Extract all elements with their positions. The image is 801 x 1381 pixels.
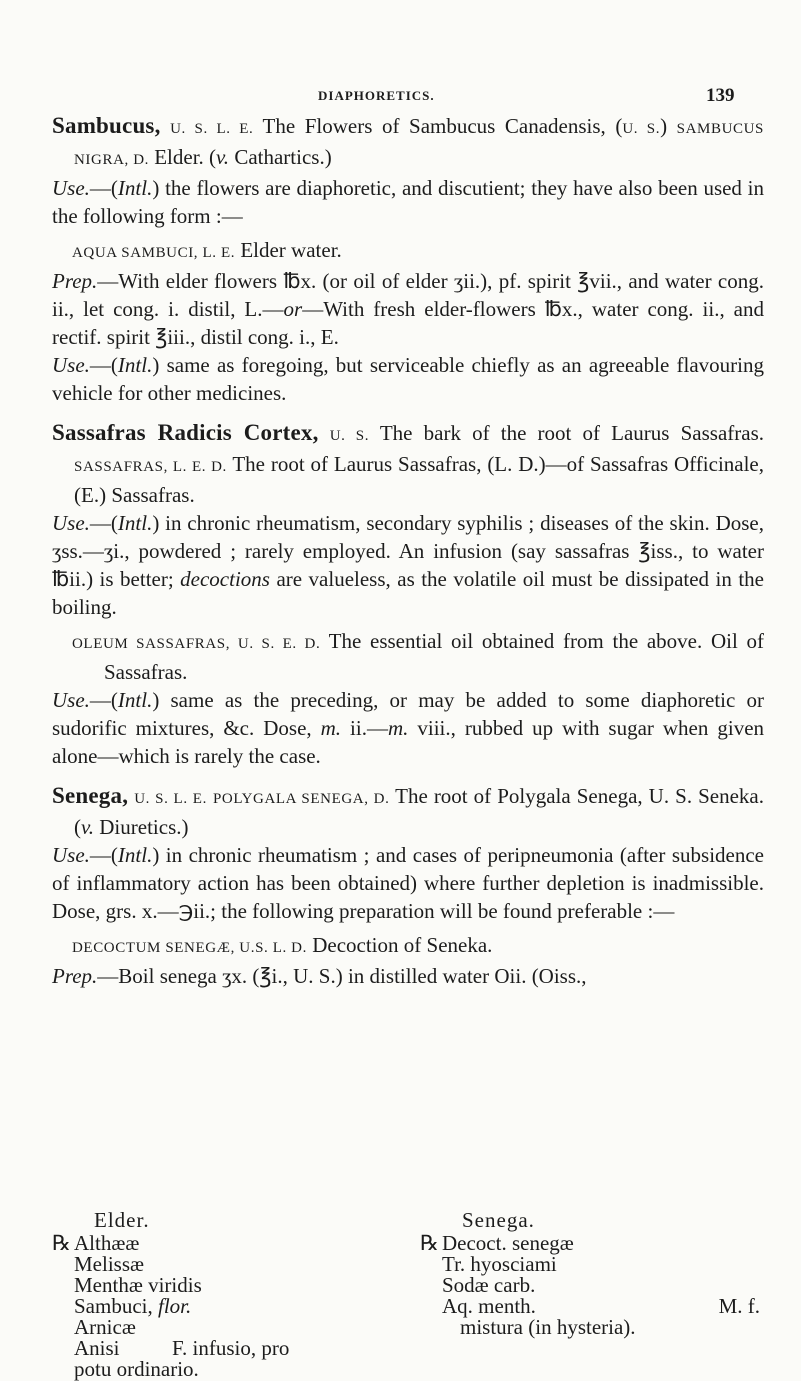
entry-senega: Senega, U. S. L. E. POLYGALA SENEGA, D. The root of Polygala Senega, U. S. Seneka. (v. Diuretics.) xyxy=(52,783,765,839)
running-header xyxy=(0,85,801,110)
recipe-icon: ℞ xyxy=(420,1231,439,1255)
formula-elder-heading: Elder. xyxy=(94,1208,150,1232)
subentry-aqua-sambuci: AQUA SAMBUCI, L. E. Elder water. xyxy=(72,238,342,262)
headword-senega: Senega, xyxy=(52,783,129,808)
entry-sambucus: Sambucus, U. S. L. E. The Flowers of Sambucus Canadensis, (U. S.) SAMBUCUS NIGRA, D. Elder. (v. Cathartics.) xyxy=(52,113,764,169)
subentry-oleum-sassafras: OLEUM SASSAFRAS, U. S. E. D. The essential oil obtained from the above. Oil of Sassafras. xyxy=(72,629,764,684)
use-sambucus: Use.—(Intl.) the flowers are diaphoretic, and discutient; they have also been used in the following form :— xyxy=(52,176,764,228)
headword-sassafras: Sassafras Radicis Cortex, xyxy=(52,420,319,445)
use-senega: Use.—(Intl.) in chronic rheumatism ; and cases of peripneumonia (after subsidence of inflammatory action has been obtained) where further depletion is inadmissible. Dose, grs. x.—℈ii.; the following preparation will be found preferable :— xyxy=(52,843,764,923)
prep-decoctum-senegae: Prep.—Boil senega ʒx. (℥i., U. S.) in distilled water Oii. (Oiss., xyxy=(52,964,587,988)
formula-senega: Senega. ℞ Decoct. senegæ Tr. hyosciami Sodæ carb. Aq. menth. M. f. mistura (in hysteria). xyxy=(420,1210,764,1338)
prep-aqua-sambuci: Prep.—With elder flowers ℔x. (or oil of elder ʒii.), pf. spirit ℥vii., and water cong. ii., let cong. i. distil, L.—or—With fresh elder-flowers ℔x., water cong. ii., and rectif. spirit ℥iii., distil cong. i., E. xyxy=(52,269,764,349)
body-text xyxy=(52,112,764,990)
use-aqua-sambuci: Use.—(Intl.) same as foregoing, but serviceable chiefly as an agreeable flavouring vehicle for other medicines. xyxy=(52,353,764,405)
use-sassafras: Use.—(Intl.) in chronic rheumatism, secondary syphilis ; diseases of the skin. Dose, ʒss.—ʒi., powdered ; rarely employed. An infusion (say sassafras ℥iss., to water ℔ii.) is better; decoctions are valueless, as the volatile oil must be dissipated in the boiling. xyxy=(52,511,764,619)
formula-elder: Elder. ℞ Althææ Melissæ Menthæ viridis Sambuci, flor. Arnicæ Anisi F. infusio, pro potu ordinario. xyxy=(52,1210,412,1380)
headword-sambucus: Sambucus, xyxy=(52,113,161,138)
formula-senega-heading: Senega. xyxy=(462,1208,535,1232)
use-oleum-sassafras: Use.—(Intl.) same as the preceding, or may be added to some diaphoretic or sudorific mixtures, &c. Dose, m. ii.—m. viii., rubbed up with sugar when given alone—which is rarely the case. xyxy=(52,688,765,768)
recipe-icon: ℞ xyxy=(52,1231,71,1255)
page-number: 139 xyxy=(706,85,735,106)
entry-sassafras: Sassafras Radicis Cortex, U. S. The bark of the root of Laurus Sassafras. SASSAFRAS, L. E. D. The root of Laurus Sassafras, (L. D.)—of Sassafras Officinale, (E.) Sassafras. xyxy=(52,420,765,507)
formulae-section xyxy=(52,1208,764,1381)
subentry-decoctum-senegae: DECOCTUM SENEGÆ, U.S. L. D. Decoction of Seneka. xyxy=(72,933,493,957)
running-title: DIAPHORETICS. xyxy=(318,88,435,103)
